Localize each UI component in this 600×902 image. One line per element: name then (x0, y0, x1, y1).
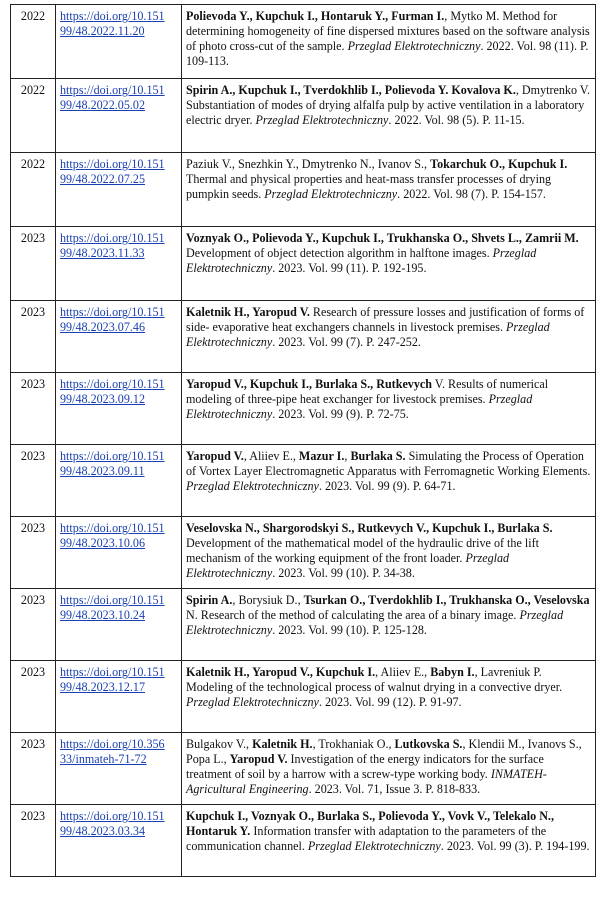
reference-authors: Burlaka S. (350, 449, 406, 463)
table-row (11, 805, 596, 877)
reference-text: Research of pressure losses and justification of forms of side- evaporative heat exchangers channels in livestock premises. (186, 305, 585, 334)
doi-link-line-1: https://doi.org/10.151 (60, 521, 165, 535)
table-row (11, 79, 596, 153)
reference-authors: Kaletnik H., Yaropud V. (186, 305, 310, 319)
doi-cell (56, 517, 182, 589)
reference-cell (182, 301, 596, 373)
journal-name: Przeglad Elektrotechniczny (186, 246, 537, 275)
table-row (11, 373, 596, 445)
doi-link[interactable] (60, 231, 177, 261)
reference-text: V. Results of numerical modeling of three-pipe heat exchanger for livestock premises. (186, 377, 549, 406)
reference-text: Investigation of the energy indicators for the surface treatment of soil by a harrow with a screw-type working body. (186, 752, 544, 781)
table-row (11, 733, 596, 805)
journal-name: Przeglad Elektrotechniczny (186, 695, 319, 709)
year-cell: 2023 (11, 589, 56, 661)
year-cell: 2022 (11, 153, 56, 227)
doi-link-line-1: https://doi.org/10.151 (60, 377, 165, 391)
doi-link-line-2: 99/48.2022.05.02 (60, 98, 145, 112)
reference-text: . 2023. Vol. 99 (10). P. 125-128. (272, 623, 427, 637)
doi-link-line-2: 33/inmateh-71-72 (60, 752, 147, 766)
publications-table (10, 4, 596, 877)
year-cell: 2023 (11, 373, 56, 445)
year-cell: 2022 (11, 79, 56, 153)
publications-table-body (11, 5, 596, 877)
reference-authors: Veselovska N., Shargorodskyi S., Rutkevych V., Kupchuk I., Burlaka S. (186, 521, 553, 535)
year-cell: 2023 (11, 805, 56, 877)
table-row (11, 153, 596, 227)
reference-cell (182, 805, 596, 877)
doi-link-line-1: https://doi.org/10.151 (60, 593, 165, 607)
table-row (11, 445, 596, 517)
reference-cell (182, 153, 596, 227)
doi-link-line-1: https://doi.org/10.151 (60, 157, 165, 171)
doi-link[interactable] (60, 809, 177, 839)
reference-text: , Aliiev E., (243, 449, 299, 463)
reference-text: N. Research of the method of calculating the area of a binary image. (186, 608, 520, 622)
doi-link-line-2: 99/48.2023.12.17 (60, 680, 145, 694)
reference-cell (182, 517, 596, 589)
table-row (11, 5, 596, 79)
doi-cell (56, 805, 182, 877)
doi-link-line-2: 99/48.2023.10.24 (60, 608, 145, 622)
reference-text: . 2023. Vol. 99 (11). P. 192-195. (272, 261, 427, 275)
doi-cell (56, 5, 182, 79)
reference-authors: Spirin A., Kupchuk I., Tverdokhlib I., Polievoda Y. Kovalova K. (186, 83, 516, 97)
reference-authors: Yaropud V. (186, 449, 244, 463)
journal-name: Przeglad Elektrotechniczny (186, 320, 550, 349)
year-cell: 2023 (11, 445, 56, 517)
reference-text: , Aliiev E., (375, 665, 431, 679)
doi-link[interactable] (60, 521, 177, 551)
reference-authors: Spirin A. (186, 593, 233, 607)
doi-link[interactable] (60, 449, 177, 479)
reference-text: . 2023. Vol. 99 (12). P. 91-97. (318, 695, 462, 709)
reference-authors: Tokarchuk O., Kupchuk I. (430, 157, 568, 171)
reference-text: , Trokhaniak O., (312, 737, 395, 751)
table-row (11, 517, 596, 589)
year-cell: 2023 (11, 661, 56, 733)
reference-text: , (344, 449, 351, 463)
doi-cell (56, 301, 182, 373)
doi-link-line-2: 99/48.2023.10.06 (60, 536, 145, 550)
reference-text: . 2023. Vol. 99 (9). P. 72-75. (272, 407, 409, 421)
doi-link-line-2: 99/48.2023.09.11 (60, 464, 145, 478)
reference-text: Development of the mathematical model of the hydraulic drive of the lift mechanism of the working equipment of the front loader. (186, 536, 539, 565)
reference-text: . 2023. Vol. 71, Issue 3. P. 818-833. (308, 782, 481, 796)
doi-link-line-2: 99/48.2023.03.34 (60, 824, 145, 838)
doi-link-line-1: https://doi.org/10.151 (60, 83, 165, 97)
doi-link[interactable] (60, 737, 177, 767)
year-cell: 2023 (11, 733, 56, 805)
reference-text: Thermal and physical properties and heat-mass transfer processes of drying pumpkin seeds. (186, 172, 552, 201)
journal-name: Przeglad Elektrotechniczny (264, 187, 398, 201)
doi-link-line-1: https://doi.org/10.151 (60, 449, 165, 463)
doi-link-line-2: 99/48.2022.11.20 (60, 24, 145, 38)
reference-text: Bulgakov V., (186, 737, 253, 751)
doi-cell (56, 445, 182, 517)
year-cell: 2023 (11, 517, 56, 589)
doi-link-line-1: https://doi.org/10.151 (60, 809, 165, 823)
doi-cell (56, 79, 182, 153)
reference-text: Information transfer with adaptation to the parameters of the communication channel. (186, 824, 547, 853)
reference-authors: Yaropud V. (229, 752, 288, 766)
reference-authors: Kaletnik H. (252, 737, 313, 751)
reference-cell (182, 79, 596, 153)
table-row (11, 227, 596, 301)
doi-link-line-2: 99/48.2023.09.12 (60, 392, 145, 406)
reference-authors: Kupchuk I., Voznyak O., Burlaka S., Polievoda Y., Vovk V., Telekalo N., Hontaruk Y. (186, 809, 554, 838)
reference-text: Development of object detection algorithm in halftone images. (186, 246, 493, 260)
doi-cell (56, 373, 182, 445)
doi-link-line-1: https://doi.org/10.151 (60, 305, 165, 319)
doi-link[interactable] (60, 593, 177, 623)
year-cell: 2023 (11, 301, 56, 373)
reference-cell (182, 589, 596, 661)
reference-text: . 2023. Vol. 99 (10). P. 34-38. (272, 566, 415, 580)
doi-link[interactable] (60, 305, 177, 335)
year-cell: 2023 (11, 227, 56, 301)
doi-link-line-1: https://doi.org/10.151 (60, 665, 165, 679)
reference-cell (182, 445, 596, 517)
reference-text: , Borysiuk D., (232, 593, 304, 607)
reference-authors: Tsurkan O., Tverdokhlib I., Trukhanska O., Veselovska (303, 593, 590, 607)
doi-link-line-1: https://doi.org/10.151 (60, 231, 165, 245)
doi-link[interactable] (60, 665, 177, 695)
reference-authors: Babyn I. (430, 665, 475, 679)
reference-authors: Lutkovska S. (394, 737, 463, 751)
reference-text: . 2023. Vol. 99 (3). P. 194-199. (440, 839, 590, 853)
reference-cell (182, 5, 596, 79)
reference-text: . 2023. Vol. 99 (9). P. 64-71. (318, 479, 456, 493)
doi-link[interactable] (60, 9, 177, 39)
doi-link[interactable] (60, 157, 177, 187)
journal-name: Przeglad Elektrotechniczny (186, 551, 510, 580)
doi-cell (56, 733, 182, 805)
reference-authors: Yaropud V., Kupchuk I., Burlaka S., Rutkevych (186, 377, 432, 391)
doi-cell (56, 227, 182, 301)
journal-name: INMATEH-Agricultural Engineering (186, 767, 547, 796)
doi-link-line-2: 99/48.2023.11.33 (60, 246, 145, 260)
reference-text: . 2023. Vol. 99 (7). P. 247-252. (272, 335, 421, 349)
reference-text: , Mytko M. Method for determining homogeneity of fine dispersed mixtures based on the software analysis of photo cross-cut of the sample. (186, 9, 590, 53)
reference-text: Simulating the Process of Operation of Vortex Layer Electromagnetic Apparatus with Ferromagnetic Working Elements. (186, 449, 591, 478)
reference-cell (182, 227, 596, 301)
reference-authors: Voznyak O., Polievoda Y., Kupchuk I., Trukhanska O., Shvets L., Zamrii M. (186, 231, 579, 245)
journal-name: Przeglad Elektrotechniczny (186, 392, 533, 421)
reference-authors: Polievoda Y., Kupchuk I., Hontaruk Y., Furman I. (186, 9, 445, 23)
doi-link[interactable] (60, 83, 177, 113)
reference-text: , Klendii M., Ivanovs S., Popa L., (186, 737, 582, 766)
reference-text: , Dmytrenko V. Substantiation of modes of drying alfalfa pulp by active ventilation in a laboratory electric dryer. (186, 83, 591, 127)
table-row (11, 589, 596, 661)
doi-link[interactable] (60, 377, 177, 407)
reference-cell (182, 661, 596, 733)
year-cell: 2022 (11, 5, 56, 79)
journal-name: Przeglad Elektrotechniczny (347, 39, 481, 53)
table-row (11, 301, 596, 373)
doi-cell (56, 661, 182, 733)
journal-name: Przeglad Elektrotechniczny (186, 608, 564, 637)
doi-cell (56, 589, 182, 661)
reference-authors: Kaletnik H., Yaropud V., Kupchuk I. (186, 665, 376, 679)
table-row (11, 661, 596, 733)
reference-text: , Lavreniuk P. Modeling of the technological process of walnut drying in a convective dryer. (186, 665, 563, 694)
reference-text: . 2022. Vol. 98 (11). P. 109-113. (186, 39, 589, 68)
doi-link-line-2: 99/48.2023.07.46 (60, 320, 145, 334)
doi-link-line-1: https://doi.org/10.356 (60, 737, 165, 751)
doi-cell (56, 153, 182, 227)
reference-cell (182, 733, 596, 805)
doi-link-line-1: https://doi.org/10.151 (60, 9, 165, 23)
reference-cell (182, 373, 596, 445)
journal-name: Przeglad Elektrotechniczny (186, 479, 319, 493)
reference-text: . 2022. Vol. 98 (5). P. 11-15. (388, 113, 525, 127)
reference-authors: Mazur I. (298, 449, 345, 463)
reference-text: . 2022. Vol. 98 (7). P. 154-157. (397, 187, 546, 201)
doi-link-line-2: 99/48.2022.07.25 (60, 172, 145, 186)
reference-text: Paziuk V., Snezhkin Y., Dmytrenko N., Ivanov S., (186, 157, 431, 171)
journal-name: Przeglad Elektrotechniczny (255, 113, 389, 127)
journal-name: Przeglad Elektrotechniczny (307, 839, 441, 853)
